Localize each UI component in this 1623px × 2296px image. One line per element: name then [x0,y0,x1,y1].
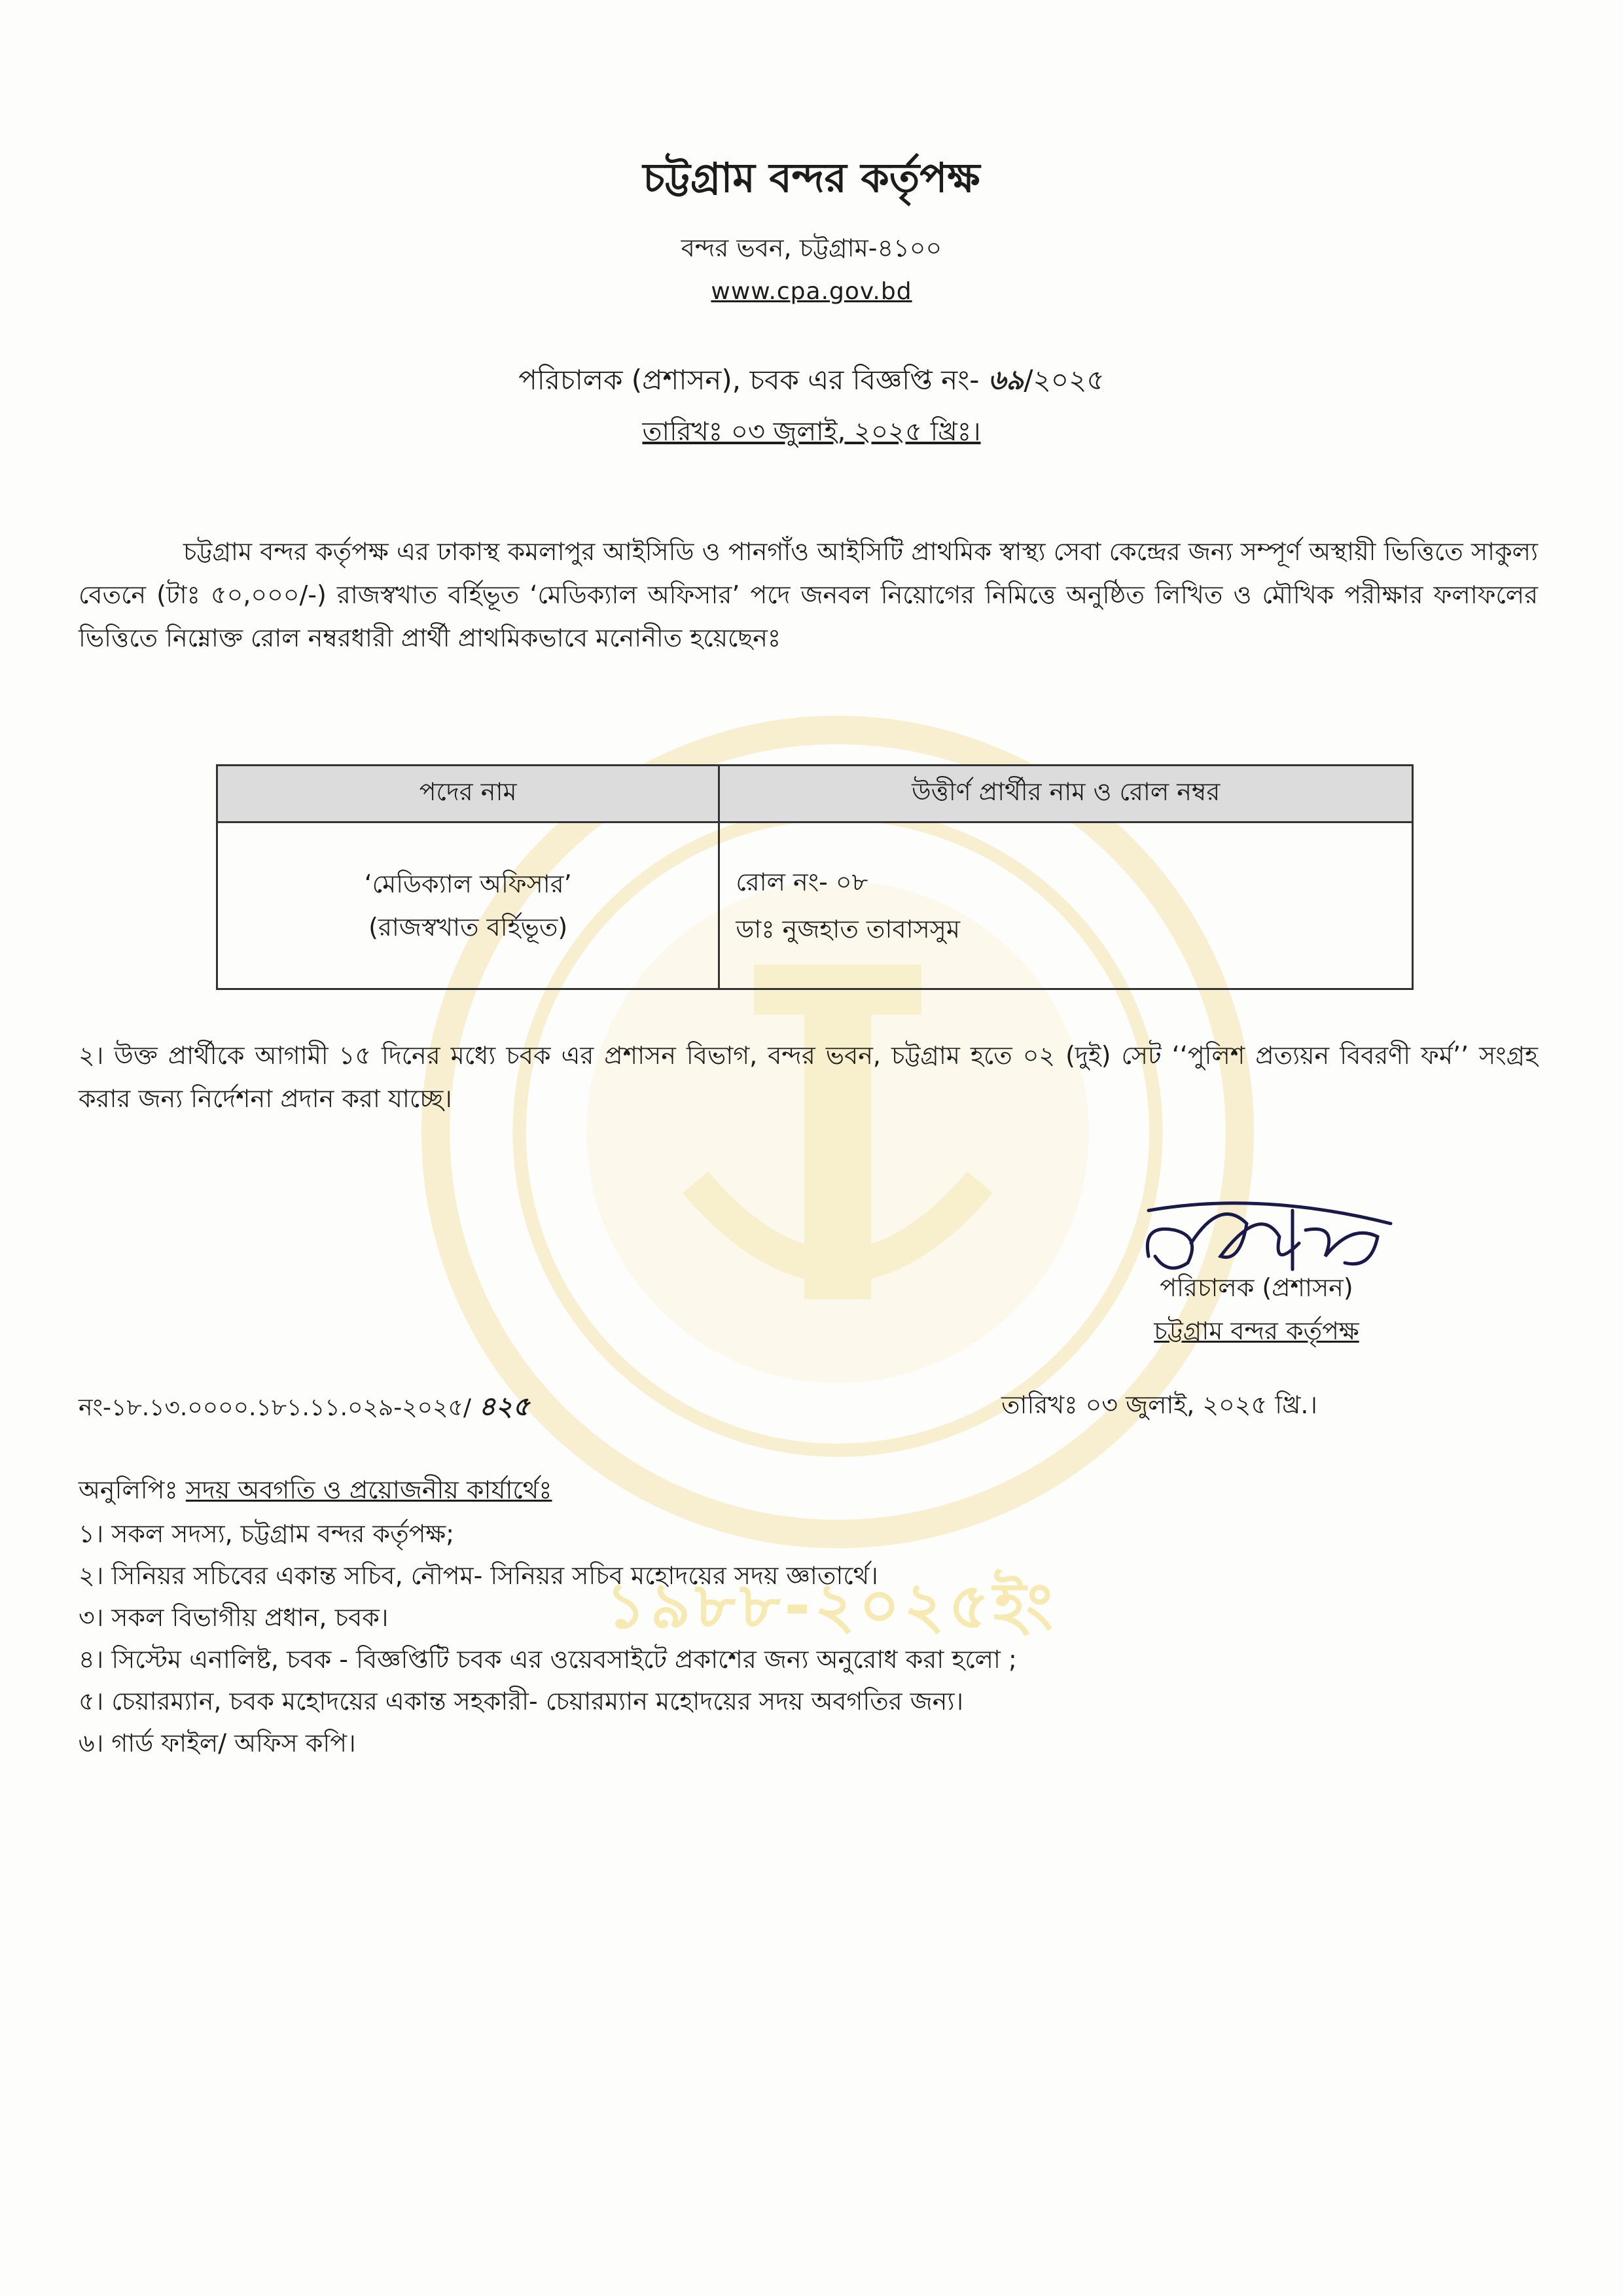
body-paragraph-1: চট্টগ্রাম বন্দর কর্তৃপক্ষ এর ঢাকাস্থ কমলাপুর আইসিডি ও পানগাঁও আইসিটি প্রাথমিক স্বাস্থ্য সেবা কেন্দ্রের জন্য সম্পূর্ণ অস্থায়ী ভিত্তিতে সাকুল্য বেতনে (টাঃ ৫০,০০০/-) রাজস্বখাত বর্হিভূত ‘মেডিক্যাল অফিসার’ পদে জনবল নিয়োগের নিমিত্তে অনুষ্ঠিত লিখিত ও মৌখিক পরীক্ষার ফলাফলের ভিত্তিতে নিম্নোক্ত রোল নম্বরধারী প্রার্থী প্রাথমিকভাবে মনোনীত হয়েছেনঃ [79,537,1538,652]
list-item: ৬। গার্ড ফাইল/ অফিস কপি। [79,1729,356,1757]
signatory-block [1073,1266,1440,1352]
memo-number [79,1386,529,1430]
body-paragraph-2: ২। উক্ত প্রার্থীকে আগামী ১৫ দিনের মধ্যে চবক এর প্রশাসন বিভাগ, বন্দর ভবন, চট্টগ্রাম হতে ০২ (দুই) সেট ‘‘পুলিশ প্রত্যয়ন বিবরণী ফর্ম’’ সংগ্রহ করার জন্য নির্দেশনা প্রদান করা যাচ্ছে। [79,1041,1538,1113]
post-name: ‘মেডিক্যাল অফিসার’ [364,870,572,898]
copies-list [79,1513,1518,1764]
organization-address: বন্দর ভবন, চট্টগ্রাম-৪১০০ [681,234,942,262]
table-header-candidate: উত্তীর্ণ প্রার্থীর নাম ও রোল নম্বর [719,766,1413,822]
list-item: ৩। সকল বিভাগীয় প্রধান, চবক। [79,1603,389,1632]
signatory-title: পরিচালক (প্রশাসন) [1160,1273,1353,1302]
memo-date: তারিখঃ ০৩ জুলাই, ২০২৫ খ্রি.। [1001,1390,1318,1419]
list-item: ৪। সিস্টেম এনালিষ্ট, চবক - বিজ্ঞপ্তিটি চবক এর ওয়েবসাইটে প্রকাশের জন্য অনুরোধ করা হলো ; [79,1645,1017,1674]
notice-number-handwritten: ৬৯ [988,364,1024,396]
watermark-year: ১৯৮৮-২০২৫ইং [605,1569,1057,1642]
post-cell [217,822,719,989]
notice-number-prefix: পরিচালক (প্রশাসন), চবক এর বিজ্ঞপ্তি নং- [518,364,980,396]
notice-number-suffix: /২০২৫ [1024,364,1105,396]
candidate-name: ডাঃ নুজহাত তাবাসসুম [736,915,960,944]
organization-website-link[interactable]: www.cpa.gov.bd [711,278,912,305]
memo-number-prefix: নং-১৮.১৩.০০০০.১৮১.১১.০২৯-২০২৫/ [79,1394,471,1421]
memo-number-handwritten: ৪২৫ [478,1392,530,1422]
table-header-post: পদের নাম [217,766,719,822]
result-table [216,764,1414,990]
list-item: ৫। চেয়ারম্যান, চবক মহোদয়ের একান্ত সহকারী- চেয়ারম্যান মহোদয়ের সদয় অবগতির জন্য। [79,1687,964,1716]
candidate-cell [719,822,1413,989]
copies-heading-text: সদয় অবগতি ও প্রয়োজনীয় কার্যার্থেঃ [185,1475,552,1504]
table-row [217,822,1413,989]
notice-date: তারিখঃ ০৩ জুলাই, ২০২৫ খ্রিঃ। [642,417,981,447]
notice-number [0,359,1623,405]
list-item: ১। সকল সদস্য, চট্টগ্রাম বন্দর কর্তৃপক্ষ; [79,1519,454,1548]
copies-heading [79,1471,552,1513]
organization-name: চট্টগ্রাম বন্দর কর্তৃপক্ষ [643,154,980,202]
signatory-organization: চট্টগ্রাম বন্দর কর্তৃপক্ষ [1154,1316,1359,1345]
copies-heading-label: অনুলিপিঃ [79,1475,178,1504]
list-item: ২। সিনিয়র সচিবের একান্ত সচিব, নৌপম- সিনিয়র সচিব মহোদয়ের সদয় জ্ঞাতার্থে। [79,1561,878,1590]
post-category: (রাজস্বখাত বর্হিভূত) [368,913,568,942]
table-header-row [217,766,1413,822]
candidate-roll: রোল নং- ০৮ [736,868,868,896]
